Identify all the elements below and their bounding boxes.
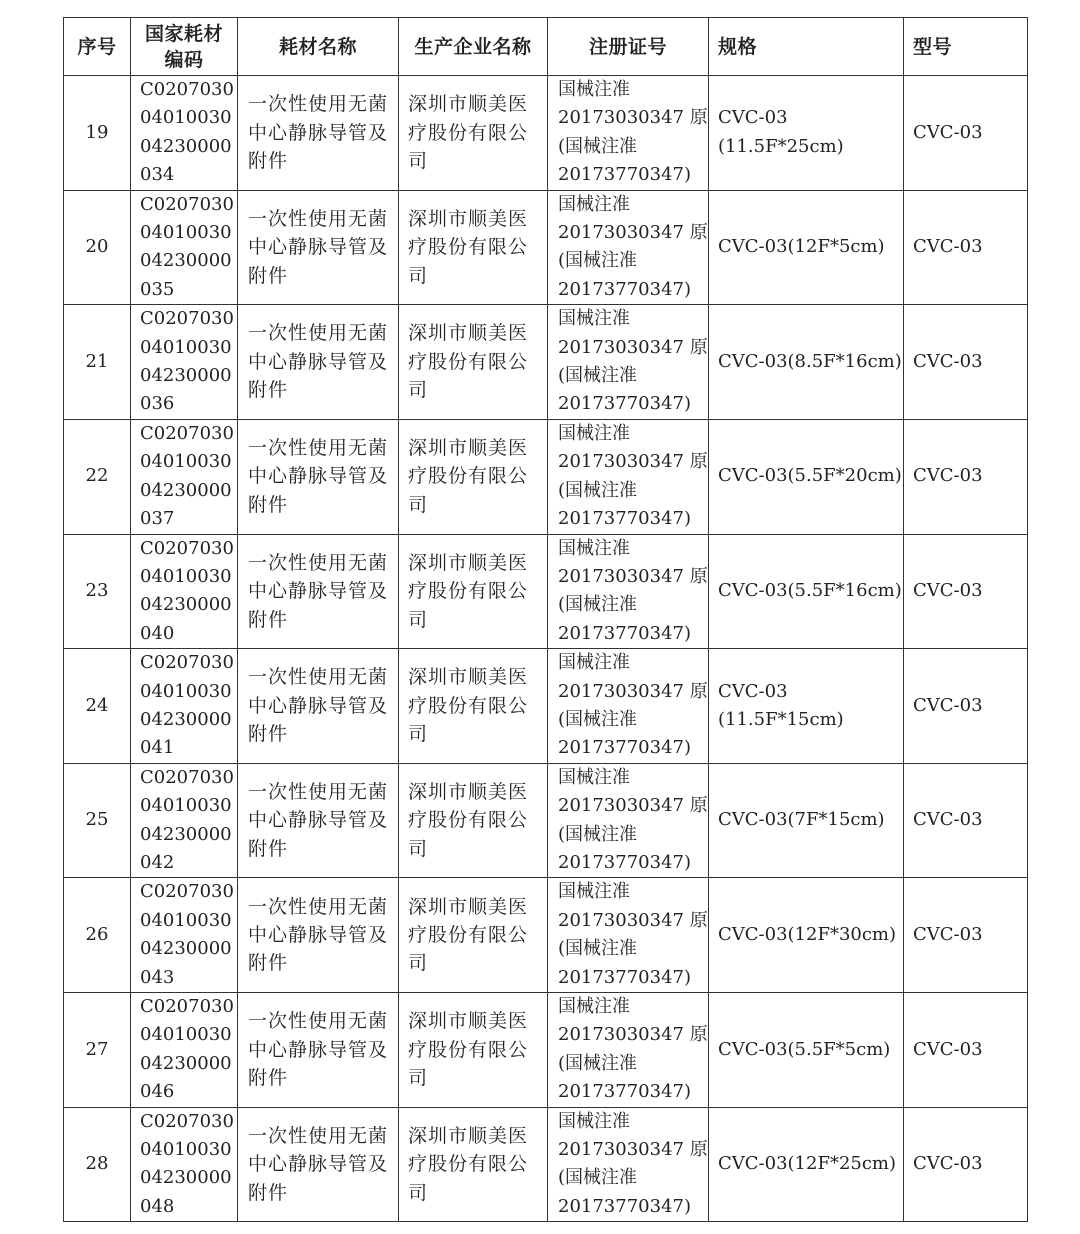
- code-line: C0207030: [140, 422, 234, 444]
- name-cell: [238, 649, 399, 764]
- reg-line: 国械注准: [558, 308, 630, 330]
- name-line: 一次性使用无菌: [248, 666, 389, 689]
- maker-line: 司: [408, 264, 429, 287]
- name-cell: [238, 76, 399, 191]
- model-cell: [904, 763, 1028, 878]
- header-code: [131, 18, 238, 76]
- spec-line: CVC-03(5.5F*20cm): [718, 465, 902, 487]
- name-line: 一次性使用无菌: [248, 551, 389, 574]
- maker-line: 疗股份有限公: [408, 465, 529, 488]
- spec-cell: [709, 878, 904, 993]
- name-cell: [238, 534, 399, 649]
- table-header-row: [64, 18, 1028, 76]
- reg-cell: [548, 1107, 709, 1222]
- maker-line: 疗股份有限公: [408, 1038, 529, 1061]
- model-cell: [904, 190, 1028, 305]
- maker-line: 疗股份有限公: [408, 350, 529, 373]
- consumables-table: [63, 17, 1028, 1222]
- maker-cell: [399, 190, 548, 305]
- name-line: 中心静脉导管及: [248, 809, 389, 832]
- seq-value: 26: [85, 923, 109, 945]
- reg-line: 20173030347 原: [558, 1024, 708, 1046]
- spec-line: (11.5F*25cm): [718, 135, 844, 157]
- name-line: 中心静脉导管及: [248, 923, 389, 946]
- name-cell: [238, 1107, 399, 1222]
- maker-line: 深圳市顺美医: [408, 551, 529, 574]
- maker-line: 司: [408, 150, 429, 173]
- name-line: 附件: [248, 150, 289, 173]
- name-line: 附件: [248, 837, 289, 860]
- reg-line: 国械注准: [558, 881, 630, 903]
- code-line: 040: [140, 622, 175, 644]
- name-line: 附件: [248, 952, 289, 975]
- maker-line: 疗股份有限公: [408, 809, 529, 832]
- table-row: [64, 419, 1028, 534]
- code-line: C0207030: [140, 766, 234, 788]
- seq-cell: [64, 534, 131, 649]
- reg-line: 20173030347 原: [558, 451, 708, 473]
- name-cell: [238, 763, 399, 878]
- code-cell: [131, 1107, 238, 1222]
- name-line: 一次性使用无菌: [248, 1124, 389, 1147]
- spec-cell: [709, 1107, 904, 1222]
- seq-value: 21: [85, 350, 109, 372]
- name-cell: [238, 305, 399, 420]
- name-cell: [238, 993, 399, 1108]
- seq-value: 22: [85, 465, 109, 487]
- name-line: 附件: [248, 379, 289, 402]
- maker-line: 深圳市顺美医: [408, 666, 529, 689]
- seq-value: 25: [85, 809, 109, 831]
- maker-line: 疗股份有限公: [408, 1153, 529, 1176]
- name-line: 一次性使用无菌: [248, 93, 389, 116]
- maker-cell: [399, 649, 548, 764]
- seq-value: 28: [85, 1153, 109, 1175]
- code-cell: [131, 763, 238, 878]
- code-cell: [131, 76, 238, 191]
- maker-line: 深圳市顺美医: [408, 1124, 529, 1147]
- name-line: 中心静脉导管及: [248, 1153, 389, 1176]
- reg-line: 国械注准: [558, 537, 630, 559]
- maker-line: 司: [408, 952, 429, 975]
- reg-cell: [548, 763, 709, 878]
- model-cell: [904, 878, 1028, 993]
- code-line: 034: [140, 164, 175, 186]
- code-line: 04010030: [140, 1024, 232, 1046]
- table-body: [64, 76, 1028, 1222]
- code-cell: [131, 419, 238, 534]
- model-cell: [904, 419, 1028, 534]
- reg-line: (国械注准: [558, 365, 638, 387]
- code-cell: [131, 993, 238, 1108]
- seq-cell: [64, 993, 131, 1108]
- table-row: [64, 76, 1028, 191]
- table-row: [64, 649, 1028, 764]
- reg-line: (国械注准: [558, 1052, 638, 1074]
- reg-line: 国械注准: [558, 1110, 630, 1132]
- reg-line: (国械注准: [558, 708, 638, 730]
- reg-line: (国械注准: [558, 1167, 638, 1189]
- reg-line: 20173030347 原: [558, 1139, 708, 1161]
- code-line: C0207030: [140, 1110, 234, 1132]
- header-model: 型号: [904, 18, 1028, 76]
- table-row: [64, 993, 1028, 1108]
- table-row: [64, 1107, 1028, 1222]
- reg-line: 20173770347): [558, 737, 691, 759]
- maker-line: 司: [408, 837, 429, 860]
- maker-line: 深圳市顺美医: [408, 780, 529, 803]
- maker-line: 疗股份有限公: [408, 694, 529, 717]
- seq-cell: [64, 763, 131, 878]
- table-row: [64, 534, 1028, 649]
- maker-cell: [399, 419, 548, 534]
- code-line: 043: [140, 966, 175, 988]
- reg-line: 20173770347): [558, 851, 691, 873]
- reg-line: 20173770347): [558, 622, 691, 644]
- name-line: 一次性使用无菌: [248, 895, 389, 918]
- model-value: CVC-03: [913, 809, 983, 831]
- maker-line: 司: [408, 1067, 429, 1090]
- seq-cell: [64, 305, 131, 420]
- model-cell: [904, 649, 1028, 764]
- reg-line: 国械注准: [558, 996, 630, 1017]
- maker-cell: [399, 76, 548, 191]
- header-maker: 生产企业名称: [399, 18, 548, 76]
- header-code-line1: 国家耗材: [144, 22, 223, 45]
- name-line: 一次性使用无菌: [248, 1010, 389, 1033]
- maker-line: 司: [408, 493, 429, 516]
- maker-line: 司: [408, 608, 429, 631]
- name-cell: [238, 190, 399, 305]
- spec-cell: [709, 649, 904, 764]
- code-line: 04230000: [140, 594, 232, 616]
- spec-cell: [709, 419, 904, 534]
- spec-cell: [709, 534, 904, 649]
- code-line: 04010030: [140, 680, 232, 702]
- reg-line: 20173770347): [558, 1081, 691, 1103]
- code-line: 04010030: [140, 795, 232, 817]
- code-line: 04010030: [140, 336, 232, 358]
- code-line: 04230000: [140, 135, 232, 157]
- code-cell: [131, 190, 238, 305]
- maker-line: 深圳市顺美医: [408, 93, 529, 116]
- code-line: 04010030: [140, 1139, 232, 1161]
- reg-cell: [548, 419, 709, 534]
- maker-cell: [399, 993, 548, 1108]
- reg-line: 20173770347): [558, 966, 691, 988]
- header-spec: 规格: [709, 18, 904, 76]
- reg-line: 20173030347 原: [558, 680, 708, 702]
- reg-line: 20173030347 原: [558, 565, 708, 587]
- code-cell: [131, 649, 238, 764]
- code-line: C0207030: [140, 79, 234, 100]
- maker-line: 深圳市顺美医: [408, 437, 529, 460]
- spec-cell: [709, 305, 904, 420]
- model-value: CVC-03: [913, 121, 983, 143]
- name-line: 附件: [248, 264, 289, 287]
- reg-line: 国械注准: [558, 193, 630, 215]
- model-cell: [904, 534, 1028, 649]
- header-reg: 注册证号: [548, 18, 709, 76]
- code-line: 035: [140, 278, 175, 300]
- table-row: [64, 878, 1028, 993]
- spec-line: CVC-03(12F*25cm): [718, 1153, 897, 1175]
- maker-line: 司: [408, 379, 429, 402]
- model-value: CVC-03: [913, 350, 983, 372]
- code-line: 042: [140, 851, 175, 873]
- name-line: 中心静脉导管及: [248, 1038, 389, 1061]
- spec-cell: [709, 190, 904, 305]
- seq-cell: [64, 1107, 131, 1222]
- model-value: CVC-03: [913, 580, 983, 602]
- code-line: 04230000: [140, 365, 232, 387]
- code-line: 04010030: [140, 451, 232, 473]
- table-row: [64, 763, 1028, 878]
- maker-cell: [399, 1107, 548, 1222]
- header-code-line2: 编码: [164, 48, 204, 71]
- reg-line: 20173770347): [558, 508, 691, 530]
- code-cell: [131, 534, 238, 649]
- maker-cell: [399, 305, 548, 420]
- code-line: C0207030: [140, 996, 234, 1017]
- code-line: C0207030: [140, 193, 234, 215]
- maker-line: 疗股份有限公: [408, 236, 529, 259]
- seq-cell: [64, 190, 131, 305]
- maker-line: 深圳市顺美医: [408, 1010, 529, 1033]
- code-line: C0207030: [140, 537, 234, 559]
- name-line: 中心静脉导管及: [248, 465, 389, 488]
- reg-line: 国械注准: [558, 766, 630, 788]
- maker-cell: [399, 534, 548, 649]
- model-value: CVC-03: [913, 1038, 983, 1060]
- seq-cell: [64, 878, 131, 993]
- maker-line: 司: [408, 723, 429, 746]
- name-line: 中心静脉导管及: [248, 580, 389, 603]
- code-line: 04230000: [140, 708, 232, 730]
- name-line: 附件: [248, 493, 289, 516]
- reg-cell: [548, 878, 709, 993]
- reg-cell: [548, 76, 709, 191]
- maker-line: 疗股份有限公: [408, 923, 529, 946]
- reg-line: 国械注准: [558, 79, 630, 100]
- reg-cell: [548, 534, 709, 649]
- name-line: 一次性使用无菌: [248, 322, 389, 345]
- name-line: 一次性使用无菌: [248, 207, 389, 230]
- maker-cell: [399, 878, 548, 993]
- reg-cell: [548, 993, 709, 1108]
- table-row: [64, 305, 1028, 420]
- name-line: 中心静脉导管及: [248, 350, 389, 373]
- spec-cell: [709, 763, 904, 878]
- spec-line: CVC-03(7F*15cm): [718, 809, 885, 831]
- reg-line: (国械注准: [558, 938, 638, 960]
- code-line: C0207030: [140, 652, 234, 674]
- reg-line: 国械注准: [558, 422, 630, 444]
- maker-line: 司: [408, 1181, 429, 1204]
- name-line: 附件: [248, 1067, 289, 1090]
- code-line: 04010030: [140, 107, 232, 129]
- name-line: 一次性使用无菌: [248, 780, 389, 803]
- code-line: 04230000: [140, 1052, 232, 1074]
- name-cell: [238, 878, 399, 993]
- code-line: 037: [140, 508, 175, 530]
- model-value: CVC-03: [913, 694, 983, 716]
- reg-cell: [548, 649, 709, 764]
- name-line: 附件: [248, 723, 289, 746]
- seq-value: 24: [85, 694, 109, 716]
- model-value: CVC-03: [913, 236, 983, 258]
- code-line: 04230000: [140, 938, 232, 960]
- reg-line: 20173030347 原: [558, 336, 708, 358]
- code-cell: [131, 305, 238, 420]
- maker-cell: [399, 763, 548, 878]
- seq-value: 19: [85, 121, 109, 143]
- code-line: C0207030: [140, 881, 234, 903]
- code-line: 04010030: [140, 909, 232, 931]
- name-cell: [238, 419, 399, 534]
- code-cell: [131, 878, 238, 993]
- spec-cell: [709, 76, 904, 191]
- model-value: CVC-03: [913, 465, 983, 487]
- code-line: 04230000: [140, 250, 232, 272]
- maker-line: 疗股份有限公: [408, 121, 529, 144]
- maker-line: 深圳市顺美医: [408, 207, 529, 230]
- name-line: 中心静脉导管及: [248, 121, 389, 144]
- spec-line: (11.5F*15cm): [718, 708, 844, 730]
- maker-line: 深圳市顺美医: [408, 895, 529, 918]
- code-line: 04010030: [140, 565, 232, 587]
- spec-cell: [709, 993, 904, 1108]
- header-seq: 序号: [64, 18, 131, 76]
- reg-line: (国械注准: [558, 594, 638, 616]
- name-line: 附件: [248, 1181, 289, 1204]
- reg-line: 20173770347): [558, 278, 691, 300]
- spec-line: CVC-03(12F*30cm): [718, 923, 897, 945]
- seq-cell: [64, 649, 131, 764]
- code-line: 046: [140, 1081, 175, 1103]
- code-line: C0207030: [140, 308, 234, 330]
- reg-line: 20173770347): [558, 1195, 691, 1217]
- reg-line: 20173770347): [558, 393, 691, 415]
- name-line: 一次性使用无菌: [248, 437, 389, 460]
- seq-cell: [64, 419, 131, 534]
- reg-line: (国械注准: [558, 823, 638, 845]
- spec-line: CVC-03(5.5F*16cm): [718, 580, 902, 602]
- reg-line: (国械注准: [558, 250, 638, 272]
- model-cell: [904, 305, 1028, 420]
- code-line: 036: [140, 393, 175, 415]
- name-line: 中心静脉导管及: [248, 236, 389, 259]
- code-line: 04230000: [140, 1167, 232, 1189]
- seq-value: 23: [85, 580, 109, 602]
- reg-line: 20173030347 原: [558, 909, 708, 931]
- seq-value: 20: [85, 236, 109, 258]
- name-line: 中心静脉导管及: [248, 694, 389, 717]
- spec-line: CVC-03: [718, 107, 788, 129]
- reg-line: 20173030347 原: [558, 795, 708, 817]
- seq-cell: [64, 76, 131, 191]
- code-line: 04230000: [140, 823, 232, 845]
- reg-line: 20173030347 原: [558, 222, 708, 244]
- spec-line: CVC-03(5.5F*5cm): [718, 1038, 891, 1060]
- reg-line: 国械注准: [558, 652, 630, 674]
- reg-line: (国械注准: [558, 135, 638, 157]
- table-row: [64, 190, 1028, 305]
- model-value: CVC-03: [913, 923, 983, 945]
- code-line: 048: [140, 1195, 175, 1217]
- model-cell: [904, 76, 1028, 191]
- reg-cell: [548, 305, 709, 420]
- reg-cell: [548, 190, 709, 305]
- seq-value: 27: [85, 1038, 109, 1060]
- name-line: 附件: [248, 608, 289, 631]
- header-name: 耗材名称: [238, 18, 399, 76]
- code-line: 04010030: [140, 222, 232, 244]
- spec-line: CVC-03(12F*5cm): [718, 236, 885, 258]
- model-value: CVC-03: [913, 1153, 983, 1175]
- maker-line: 疗股份有限公: [408, 580, 529, 603]
- reg-line: (国械注准: [558, 479, 638, 501]
- spec-line: CVC-03(8.5F*16cm): [718, 350, 902, 372]
- reg-line: 20173030347 原: [558, 107, 708, 129]
- reg-line: 20173770347): [558, 164, 691, 186]
- code-line: 04230000: [140, 479, 232, 501]
- model-cell: [904, 993, 1028, 1108]
- code-line: 041: [140, 737, 175, 759]
- model-cell: [904, 1107, 1028, 1222]
- maker-line: 深圳市顺美医: [408, 322, 529, 345]
- spec-line: CVC-03: [718, 680, 788, 702]
